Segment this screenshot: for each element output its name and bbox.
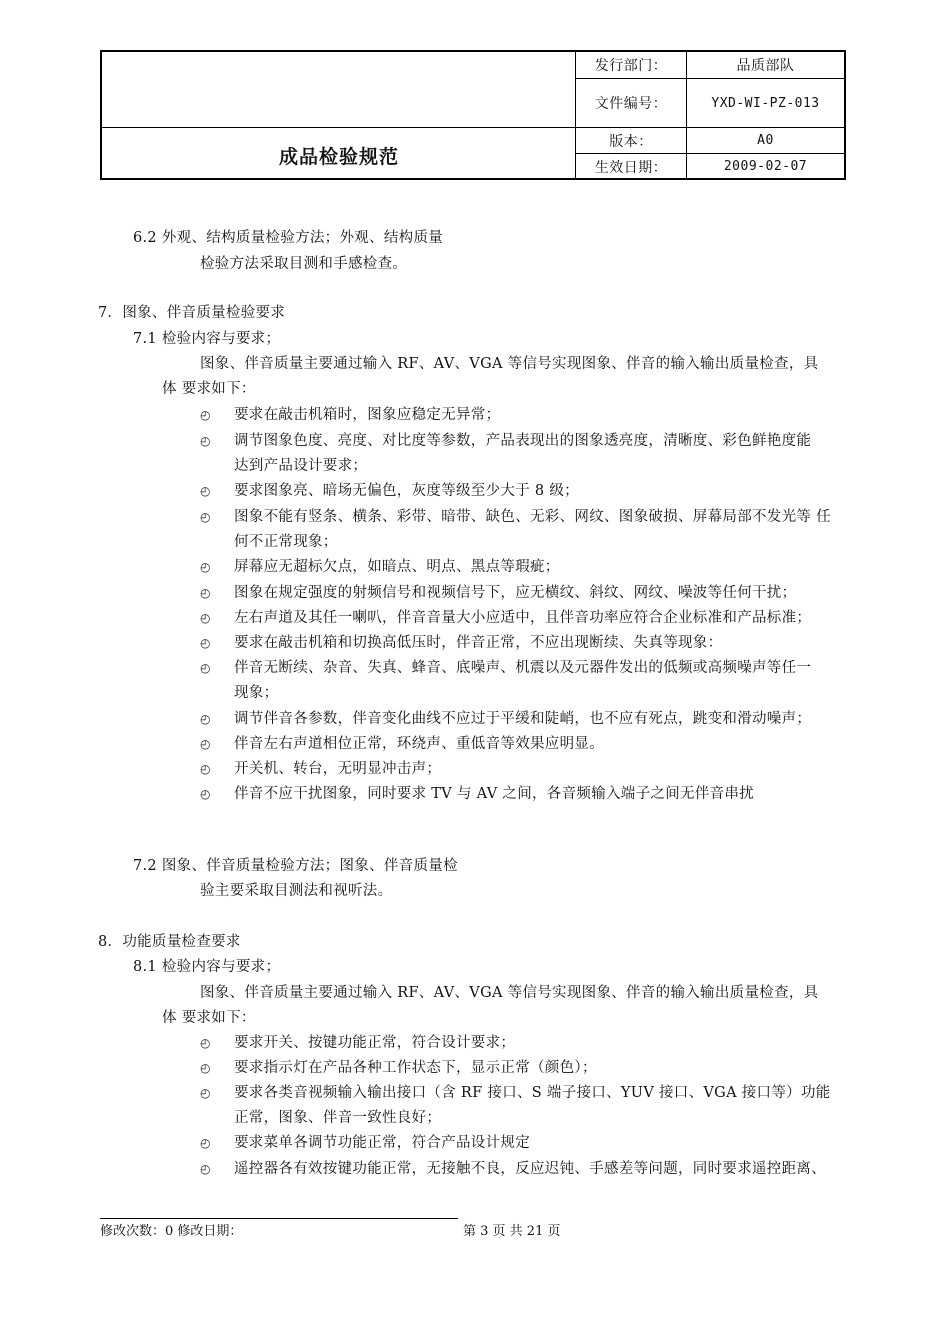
bullet-icon: ◴ xyxy=(200,434,211,448)
section-7-1-heading: 7.1 检验内容与要求； xyxy=(133,331,281,347)
bullet-icon: ◴ xyxy=(200,611,211,625)
bullet-icon: ◴ xyxy=(200,1061,211,1075)
bullet-icon: ◴ xyxy=(200,484,211,498)
effective-date-label: 生效日期： xyxy=(594,159,668,176)
section-7-heading: 7．图象、伴音质量检验要求 xyxy=(98,305,286,321)
bullet-icon: ◴ xyxy=(200,787,211,801)
version-label: 版本： xyxy=(609,133,653,150)
footer-page-number: 第 3 页 共 21 页 xyxy=(463,1224,561,1239)
bullet-icon: ◴ xyxy=(200,510,211,524)
section-8-1-intro-line2: 体 要求如下： xyxy=(162,1010,256,1026)
bullet-icon: ◴ xyxy=(200,1136,211,1150)
section-6-2-line2: 检验方法采取目测和手感检查。 xyxy=(200,256,408,272)
bullet-icon: ◴ xyxy=(200,408,211,422)
bullet-icon: ◴ xyxy=(200,1162,211,1176)
bullet-icon: ◴ xyxy=(200,636,211,650)
section-7-1-intro-line2: 体 要求如下： xyxy=(162,381,256,397)
issuing-dept-value: 品质部队 xyxy=(736,58,795,74)
bullet-icon: ◴ xyxy=(200,737,211,751)
version-value: A0 xyxy=(757,133,774,148)
bullet-icon: ◴ xyxy=(200,586,211,600)
bullet-icon: ◴ xyxy=(200,1036,211,1050)
section-7-1-intro-line1: 图象、伴音质量主要通过输入 RF、AV、VGA 等信号实现图象、伴音的输入输出质量检查，具 xyxy=(200,356,819,372)
document-page: 成品检验规范 发行部门： 品质部队 文件编号： YXD-WI-PZ-013 版本： A0 生效日期： 2009-02-07 6.2 外观、结构质量检验方法；外观、结构质量 检验方法采取目测和手感检查。 7．图象、伴音质量检验要求 7.1 检验内容与要求； 图象、伴音质量主要通过输入 RF、AV、VGA 等信号实现图象、伴音的输入输出质量检查，具 体 要求如下： ◴ 要求在敲击机箱时，图象应稳定无异常； ◴ 调节图象色度、亮度、对比度等参数，产品表现出的图象透亮度，清晰度、彩色鲜艳度能 达到产品设计要求； ◴ 要求图象亮、暗场无偏色，灰度等级至少大于 8 级； ◴ 图象不能有竖条、横条、彩带、暗带、缺色、无彩、网纹、图象破损、屏幕局部不发光等 任 何不正常现象； ◴ 屏幕应无超标欠点，如暗点、明点、黑点等瑕疵； ◴ 图象在规定强度的射频信号和视频信号下，应无横纹、斜纹、网纹、噪波等任何干扰； ◴ 左右声道及其任一喇叭，伴音音量大小应适中，且伴音功率应符合企业标准和产品标准； ◴ 要求在敲击机箱和切换高低压时，伴音正常，不应出现断续、失真等现象： ◴ 伴音无断续、杂音、失真、蜂音、底噪声、机震以及元器件发出的低频或高频噪声等任一 现象； ◴ 调节伴音各参数，伴音变化曲线不应过于平缓和陡峭，也不应有死点，跳变和滑动噪声； ◴ 伴音左右声道相位正常，环绕声、重低音等效果应明显。 ◴ 开关机、转台，无明显冲击声； ◴ 伴音不应干扰图象，同时要求 TV 与 AV 之间，各音频输入端子之间无伴音串扰 7.2 图象、伴音质量检验方法；图象、伴音质量检 验主要采取目测法和视听法。 8．功能质量检查要求 8.1 检验内容与要求； 图象、伴音质量主要通过输入 RF、AV、VGA 等信号实现图象、伴音的输入输出质量检查，具 体 要求如下： ◴ 要求开关、按键功能正常，符合设计要求； ◴ 要求指示灯在产品各种工作状态下，显示正常（颜色）； ◴ 要求各类音视频输入输出接口（含 RF 接口、S 端子接口、YUV 接口、VGA 接口等）功能 正常，图象、伴音一致性良好； ◴ 要求菜单各调节功能正常，符合产品设计规定 ◴ 遥控器各有效按键功能正常，无接触不良，反应迟钝、手感差等问题，同时要求遥控距离、 修改次数：0 修改日期： 第 3 页 共 21 页 xyxy=(0,0,950,1344)
issuing-dept-label: 发行部门： xyxy=(594,58,668,74)
section-8-1-heading: 8.1 检验内容与要求； xyxy=(133,959,281,975)
bullet-icon: ◴ xyxy=(200,560,211,574)
effective-date-value: 2009-02-07 xyxy=(723,159,808,174)
header-table xyxy=(100,50,846,180)
footer-rule xyxy=(100,1218,458,1219)
bullet-icon: ◴ xyxy=(200,712,211,726)
section-8-heading: 8．功能质量检查要求 xyxy=(98,934,241,950)
section-7-2-line1: 7.2 图象、伴音质量检验方法；图象、伴音质量检 xyxy=(133,858,458,874)
document-title: 成品检验规范 xyxy=(278,145,399,168)
bullet-icon: ◴ xyxy=(200,1086,211,1100)
doc-number-value: YXD-WI-PZ-013 xyxy=(711,95,820,111)
section-7-2-line2: 验主要采取目测法和视听法。 xyxy=(200,883,393,899)
footer-revision: 修改次数：0 修改日期： xyxy=(100,1224,243,1239)
section-8-1-intro-line1: 图象、伴音质量主要通过输入 RF、AV、VGA 等信号实现图象、伴音的输入输出质量检查，具 xyxy=(200,985,819,1001)
doc-number-label: 文件编号： xyxy=(594,96,668,112)
bullet-icon: ◴ xyxy=(200,661,211,675)
bullet-icon: ◴ xyxy=(200,762,211,776)
section-6-2-line1: 6.2 外观、结构质量检验方法；外观、结构质量 xyxy=(133,230,444,246)
